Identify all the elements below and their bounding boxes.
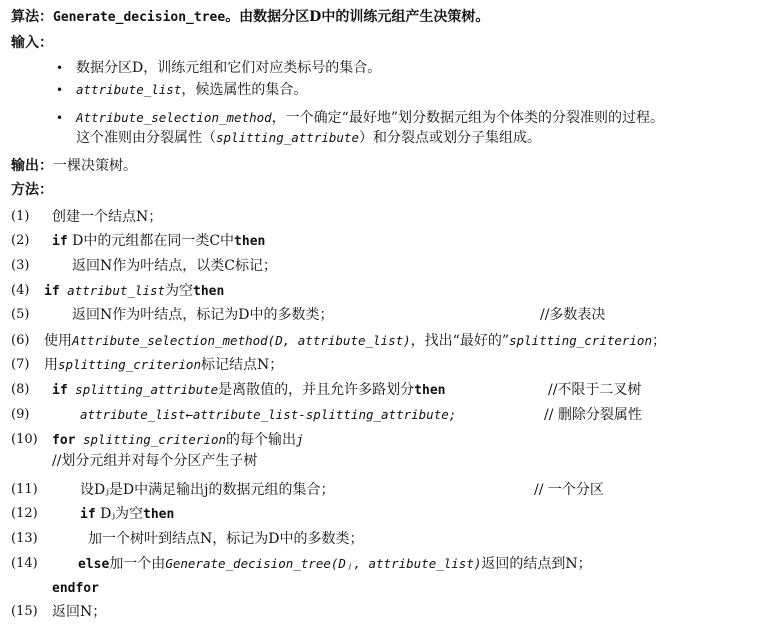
- output-line: 输出：一棵决策树。: [11, 158, 137, 174]
- bullet-icon: •: [56, 83, 64, 97]
- algorithm-title: [11, 6, 489, 28]
- algorithm-description: 。由数据分区D中的训练元组产生决策树。: [225, 9, 490, 25]
- algorithm-name: Generate_decision_tree: [53, 10, 226, 25]
- bullet-icon: •: [56, 111, 64, 125]
- method-label: 方法：: [11, 182, 53, 198]
- comment: // 删除分裂属性: [544, 407, 642, 423]
- comment: //不限于二叉树: [548, 382, 642, 398]
- comment: // 一个分区: [534, 482, 604, 498]
- input-label: 输入：: [11, 35, 53, 51]
- document: 算法：Generate_decision_tree。由数据分区D中的训练元组产生决策树。 输入： • 数据分区D，训练元组和它们对应类标号的集合。 • attribute_list，候选属性的集合。 • Attribute_selection_method，一个确定“最好地”划分数据元组为个体类的分裂准则的过程。 这个准则由分裂属性（splitting_attribute）和分裂点或划分子集组成。 输出：一棵决策树。 方法： (1) 创建一个结点N； (2) if D中的元组都在同一类C中then (3) 返回N作为叶结点，以类C标记； (4) if attribut_list为空then (5) 返回N作为叶结点，标记为D中的多数类； //多数表决 (6) 使用Attribute_selection_method(D, attribute_list)，找出“最好的”splitting_criterion； (7) 用splitting_criterion标记结点N； (8) if splitting_attribute是离散值的，并且允许多路划分then //不限于二叉树 (9) attribute_list←attribute_list-splitting_attribute; // 删除分裂属性 (10) for splitting_criterion的每个输出j //划分元组并对每个分区产生子树 (11) 设Dⱼ是D中满足输出j的数据元组的集合； // 一个分区 (12) if Dⱼ为空then (13) 加一个树叶到结点N，标记为D中的多数类； (14) else加一个由Generate_decision_tree(Dⱼ, attribute_list)返回的结点到N； endfor (15) 返回N；: [0, 0, 782, 625]
- comment: //多数表决: [540, 307, 606, 323]
- bullet-icon: •: [56, 61, 64, 75]
- algorithm-label: 算法：: [11, 9, 53, 25]
- comment: //划分元组并对每个分区产生子树: [52, 453, 258, 469]
